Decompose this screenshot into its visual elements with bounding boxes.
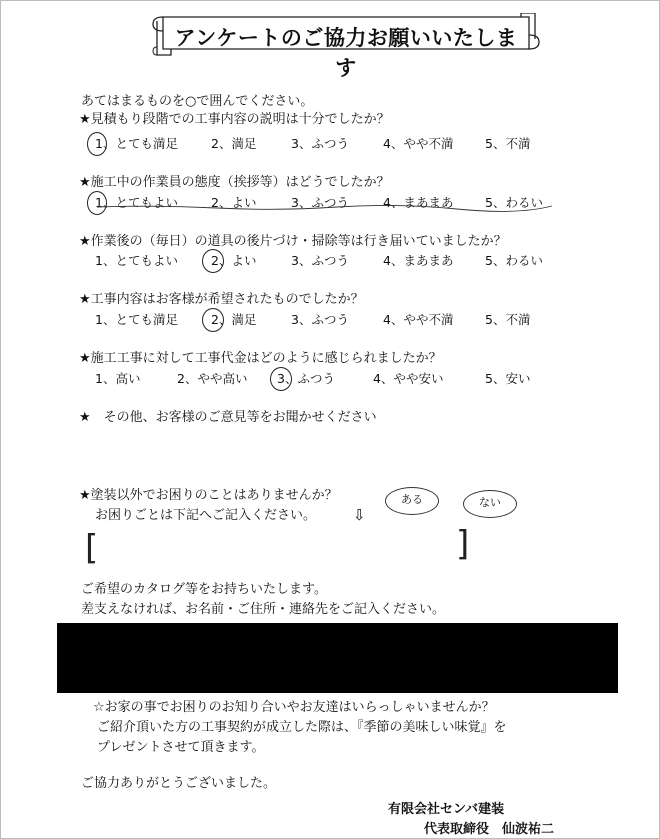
q1-option-4[interactable]: 4、やや不満 (383, 136, 454, 151)
q2-option-1[interactable]: 1、とてもよい (95, 195, 178, 210)
question-1: ★見積もり段階での工事内容の説明は十分でしたか？ (79, 112, 390, 127)
q4-option-5[interactable]: 5、不満 (485, 312, 531, 327)
redacted-contact-info (57, 623, 618, 693)
q3-option-4[interactable]: 4、まあまあ (383, 253, 454, 268)
q2-scribble-line (97, 200, 557, 214)
q1-option-3[interactable]: 3、ふつう (291, 136, 349, 151)
down-arrow-icon: ⇩ (353, 506, 366, 524)
referral-line-3: プレゼントさせて頂きます。 (97, 740, 265, 755)
q1-option-1[interactable]: 1、とても満足 (95, 136, 178, 151)
page-title: アンケートのご協力お願いいたします (174, 26, 518, 80)
q1-option-2[interactable]: 2、満足 (211, 136, 257, 151)
q5-option-4[interactable]: 4、やや安い (373, 371, 444, 386)
representative-name: 代表取締役 仙波祐二 (424, 822, 555, 837)
q3-option-3[interactable]: 3、ふつう (291, 253, 349, 268)
q4-option-2[interactable]: 2、満足 (211, 312, 257, 327)
q5-option-5[interactable]: 5、安い (485, 371, 531, 386)
input-bracket-left: [ (85, 528, 99, 568)
q3-selection-circle (202, 249, 224, 273)
comments-prompt: ★ その他、お客様のご意見等をお聞かせください (79, 410, 377, 425)
q4-option-4[interactable]: 4、やや不満 (383, 312, 454, 327)
trouble-subtext: お困りごとは下記へご記入ください。 (95, 508, 317, 523)
q4-selection-circle (202, 308, 224, 332)
trouble-input-area[interactable] (101, 533, 451, 567)
q5-option-2[interactable]: 2、やや高い (177, 371, 248, 386)
q1-selection-circle (87, 132, 107, 156)
referral-line-2: ご紹介頂いた方の工事契約が成立した際は、『季節の美味しい味覚』を (97, 720, 507, 735)
q5-option-1[interactable]: 1、高い (95, 371, 141, 386)
question-5: ★施工工事に対して工事代金はどのように感じられましたか？ (79, 351, 442, 366)
company-name: 有限会社センバ建装 (388, 802, 505, 817)
choice-no[interactable]: ない (463, 490, 517, 518)
q3-option-1[interactable]: 1、とてもよい (95, 253, 178, 268)
q4-option-3[interactable]: 3、ふつう (291, 312, 349, 327)
q2-option-2[interactable]: 2、よい (211, 195, 257, 210)
q5-selection-circle (270, 367, 292, 391)
q2-option-3[interactable]: 3、ふつう (291, 195, 349, 210)
catalog-line-1: ご希望のカタログ等をお持ちいたします。 (81, 582, 327, 597)
question-2: ★施工中の作業員の態度（挨拶等）はどうでしたか？ (79, 175, 390, 190)
question-3: ★作業後の（毎日）の道具の後片づけ・掃除等は行き届いていましたか？ (79, 234, 507, 249)
q2-option-5[interactable]: 5、わるい (485, 195, 543, 210)
choice-yes[interactable]: ある (385, 487, 439, 515)
catalog-line-2: 差支えなければ、お名前・ご住所・連絡先をご記入ください。 (81, 602, 446, 617)
referral-line-1: ☆お家の事でお困りのお知り合いやお友達はいらっしゃいませんか？ (93, 700, 495, 715)
q3-option-2[interactable]: 2、よい (211, 253, 257, 268)
q4-option-1[interactable]: 1、とても満足 (95, 312, 178, 327)
thanks-text: ご協力ありがとうございました。 (81, 776, 277, 791)
q2-option-4[interactable]: 4、まあまあ (383, 195, 454, 210)
title-banner (149, 13, 541, 80)
question-4: ★工事内容はお客様が希望されたものでしたか？ (79, 292, 364, 307)
trouble-question: ★塗装以外でお困りのことはありませんか？ (79, 488, 338, 503)
q3-option-5[interactable]: 5、わるい (485, 253, 543, 268)
instruction-text: あてはまるものを○で囲んでください。 (81, 94, 314, 109)
q1-option-5[interactable]: 5、不満 (485, 136, 531, 151)
input-bracket-right: ] (456, 524, 470, 564)
q5-option-3[interactable]: 3、ふつう (277, 371, 335, 386)
